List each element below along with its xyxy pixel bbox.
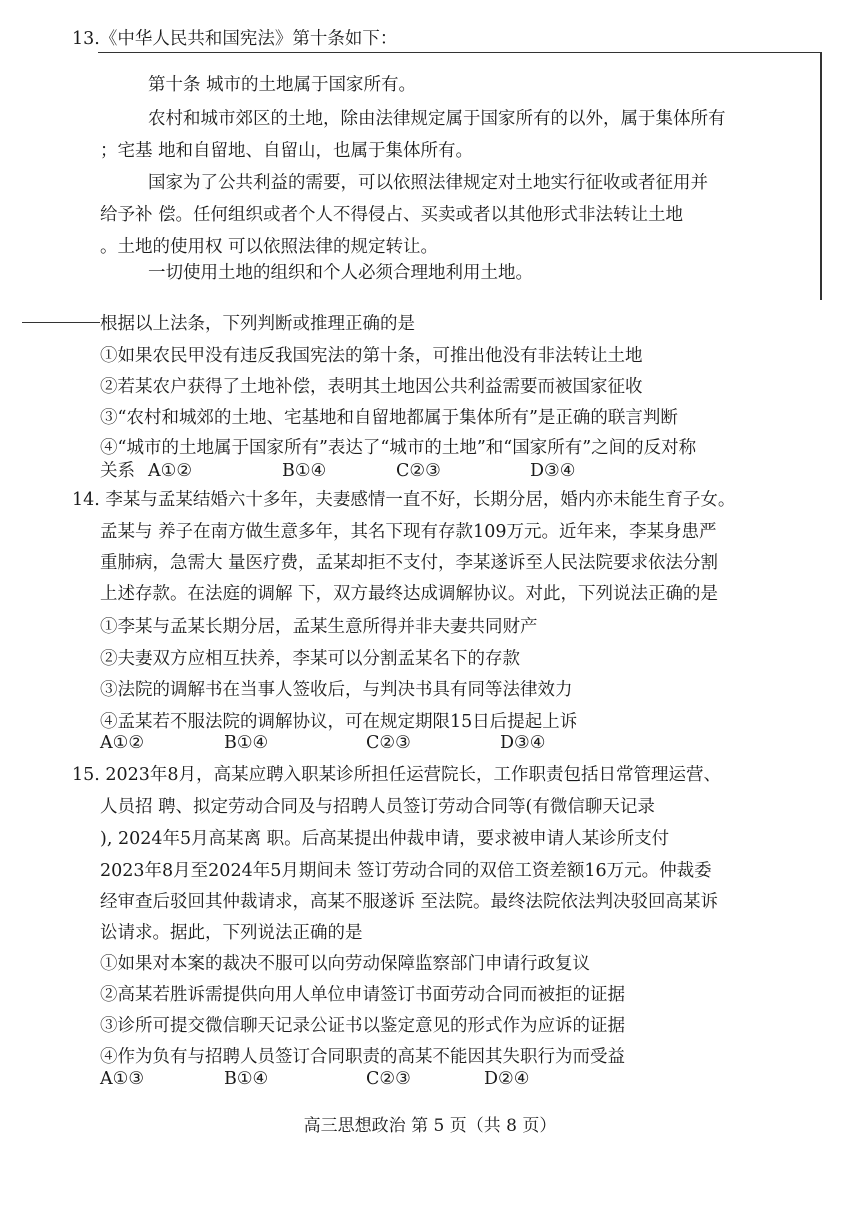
q15-line: 人员招 聘、拟定劳动合同及与招聘人员签订劳动合同等(有微信聊天记录 [100,797,655,817]
q14-item: ③法院的调解书在当事人签收后，与判决书具有同等法律效力 [100,680,573,700]
q13-choice-b: B①④ [282,461,327,481]
q13-quote-line: 国家为了公共利益的需要，可以依照法律规定对土地实行征收或者征用并 [148,173,708,193]
page-footer: 高三思想政治 第 5 页（共 8 页） [303,1116,557,1136]
q14-line: 上述存款。在法庭的调解 下，双方最终达成调解协议。对此，下列说法正确的是 [100,584,719,604]
q14-choices-row [100,732,800,754]
q13-quote-line: 第十条 城市的土地属于国家所有。 [148,75,417,95]
q14-item: ④孟某若不服法院的调解协议，可在规定期限15日后提起上诉 [100,712,578,732]
q13-choice-c: C②③ [396,461,441,481]
q13-item: ④“城市的土地属于国家所有”表达了“城市的土地”和“国家所有”之间的反对称 [100,438,697,458]
q13-quote-line: 给予补 偿。任何组织或者个人不得侵占、买卖或者以其他形式非法转让土地 [100,205,684,225]
q13-quote-line: 农村和城市郊区的土地，除由法律规定属于国家所有的以外，属于集体所有 [148,109,726,129]
q14-item: ①李某与孟某长期分居，孟某生意所得并非夫妻共同财产 [100,617,538,637]
q14-choice-c: C②③ [366,733,411,753]
q13-choices-row [100,460,800,482]
q13-quote-line: ；宅基 地和自留地、自留山，也属于集体所有。 [100,141,474,161]
q15-line: 讼请求。据此，下列说法正确的是 [100,923,363,943]
q14-choice-a: A①② [100,733,145,753]
q15-choice-c: C②③ [366,1069,411,1089]
q14-line: 孟某与 养子在南方做生意多年，其名下现有存款109万元。近年来，李某身患严 [100,522,717,542]
quote-box-bottom-left-rule [22,322,100,323]
q13-choice-d: D③④ [530,461,576,481]
q15-line: ), 2024年5月高某离 职。后高某提出仲裁申请，要求被申请人某诊所支付 [100,829,670,849]
q14-item: ②夫妻双方应相互扶养，李某可以分割孟某名下的存款 [100,649,520,669]
q13-tail-text: 关系 [100,461,135,481]
q14-choice-b: B①④ [224,733,269,753]
q15-choice-d: D②④ [484,1069,530,1089]
q15-choice-b: B①④ [224,1069,269,1089]
q15-choices-row [100,1068,800,1090]
q13-item: ③“农村和城郊的土地、宅基地和自留地都属于集体所有”是正确的联言判断 [100,408,678,428]
q15-item: ③诊所可提交微信聊天记录公证书以鉴定意见的形式作为应诉的证据 [100,1016,625,1036]
q15-line: 2023年8月至2024年5月期间未 签订劳动合同的双倍工资差额16万元。仲裁委 [100,861,712,881]
q14-choice-d: D③④ [500,733,546,753]
q13-quote-line: 。土地的使用权 可以依照法律的规定转让。 [100,237,439,257]
q15-item: ②高某若胜诉需提供向用人单位申请签订书面劳动合同而被拒的证据 [100,985,625,1005]
q13-header: 13.《中华人民共和国宪法》第十条如下： [72,29,398,49]
q13-quote-line: 一切使用土地的组织和个人必须合理地利用土地。 [148,263,533,283]
quote-box-right-border [820,52,822,300]
q15-line: 15. 2023年8月，高某应聘入职某诊所担任运营院长，工作职责包括日常管理运营、 [72,765,722,785]
q13-stem: 根据以上法条，下列判断或推理正确的是 [100,314,415,334]
q15-item: ①如果对本案的裁决不服可以向劳动保障监察部门申请行政复议 [100,954,590,974]
q13-item: ②若某农户获得了土地补偿，表明其土地因公共利益需要而被国家征收 [100,377,643,397]
q15-line: 经审查后驳回其仲裁请求，高某不服遂诉 至法院。最终法院依法判决驳回高某诉 [100,892,719,912]
q15-choice-a: A①③ [100,1069,145,1089]
q14-line: 14. 李某与孟某结婚六十多年，夫妻感情一直不好，长期分居，婚内亦未能生育子女。 [72,490,736,510]
q15-item: ④作为负有与招聘人员签订合同职责的高某不能因其失职行为而受益 [100,1047,625,1067]
q14-line: 重肺病，急需大 量医疗费，孟某却拒不支付，李某遂诉至人民法院要求依法分割 [100,553,719,573]
q13-item: ①如果农民甲没有违反我国宪法的第十条，可推出他没有非法转让土地 [100,346,643,366]
quote-box-top-border [98,52,820,53]
q13-choice-a: A①② [148,461,193,481]
